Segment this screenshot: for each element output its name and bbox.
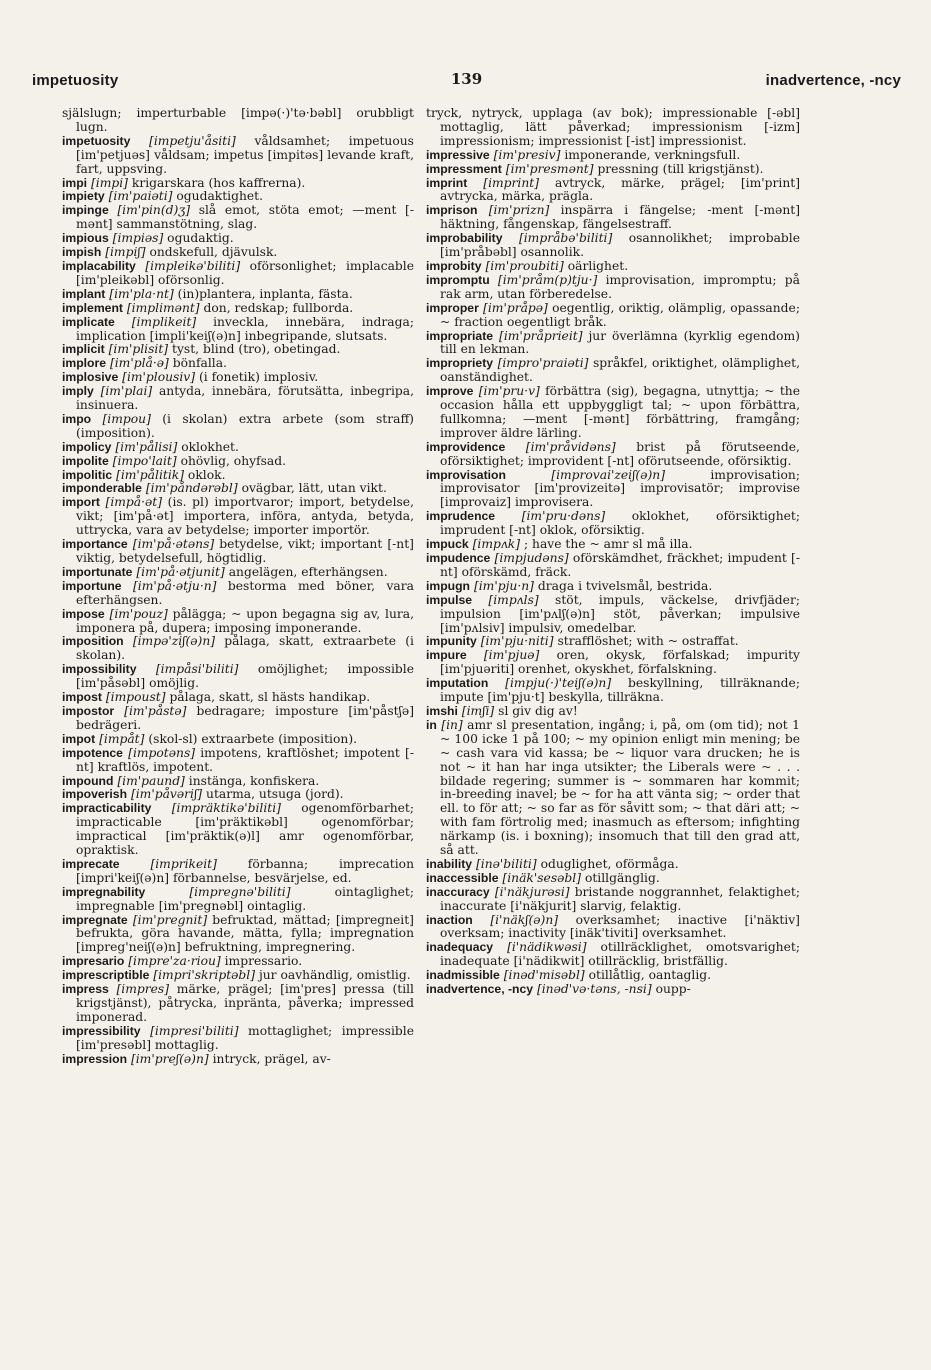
dictionary-entry [62, 858, 414, 886]
entry-definition: befruktad, mättad; [impregneit] befrukta, göra havande, mätta, fylla; impregnation [impreg'neiʃ(ə)n] befruktning, impregnering. [76, 912, 414, 955]
entry-pronunciation: [impetju'åsiti] [149, 133, 236, 148]
entry-definition: oförsonlighet; implacable [im'pleikəbl] oförsonlig. [76, 258, 414, 287]
entry-pronunciation: [im'pjuə] [483, 648, 540, 663]
entry-pronunciation: [im'på·ətəns] [132, 537, 215, 552]
running-head-right: inadvertence, -ncy [765, 72, 901, 89]
entry-pronunciation: [im'pru·v] [478, 384, 540, 399]
dictionary-entry [426, 594, 800, 636]
entry-definition: mottaglighet; impressible [im'presəbl] mottaglig. [76, 1023, 414, 1052]
entry-headword: impolicy [62, 439, 112, 454]
entry-pronunciation: [inəd'və·təns, -nsi] [536, 982, 652, 997]
dictionary-entry [62, 371, 414, 385]
dictionary-entry [62, 566, 414, 580]
entry-pronunciation: [impjudəns] [494, 551, 569, 565]
entry-definition: inspärra i fängelse; -ment [-mənt] häktning, fångenskap, fängelsestraff. [440, 203, 800, 232]
entry-definition: pålaga, skatt, sl hästs handikap. [169, 690, 371, 705]
entry-pronunciation: [im'proubiti] [485, 258, 564, 273]
entry-headword: imply [62, 384, 94, 399]
entry-pronunciation: [imʃi] [461, 703, 495, 718]
entry-definition: krigarskara (hos kaffrerna). [131, 175, 306, 190]
dictionary-entry [62, 608, 414, 636]
entry-definition: pålägga; ~ upon begagna sig av, lura, imponera på, dupera; imposing imponerande. [76, 606, 414, 635]
entry-definition: otillåtlig, oantaglig. [588, 968, 712, 983]
entry-definition: pålaga, skatt, extraarbete (i skolan). [76, 634, 414, 663]
entry-definition: intryck, prägel, av- [212, 1051, 331, 1066]
entry-definition: förbättra (sig), begagna, utnyttja; ~ the occasion hålla ett uppbyggligt tal; ~ upon förbättra, fullkomna; —ment [-mənt] förbättring, framgång; improver äldre lärling. [440, 384, 801, 440]
entry-headword: imponderable [62, 481, 142, 496]
entry-pronunciation: [i'näkjurəsi] [494, 884, 570, 899]
entry-definition: (i fonetik) implosiv. [198, 370, 319, 385]
entry-definition: själslugn; imperturbable [impə(·)'tə·bəbl] orubbligt lugn. [62, 106, 414, 134]
entry-pronunciation: [impo'lait] [112, 453, 177, 468]
entry-headword: impropriate [426, 328, 494, 343]
entry-pronunciation: [im'pin(d)ʒ] [117, 203, 191, 218]
entry-headword: impression [62, 1051, 128, 1066]
entry-pronunciation: [i'nädikwəsi] [507, 940, 587, 955]
entry-pronunciation: [im'påvəriʃ] [130, 787, 203, 802]
dictionary-entry [426, 552, 800, 580]
dictionary-entry [426, 274, 800, 302]
entry-headword: implosive [62, 370, 119, 385]
entry-headword: impressibility [62, 1023, 141, 1038]
entry-pronunciation: [imprint] [483, 175, 539, 190]
entry-definition: impressario. [224, 954, 303, 969]
entry-pronunciation: [impiʃ] [105, 245, 146, 260]
entry-pronunciation: [im'preʃ(ə)n] [130, 1051, 209, 1066]
entry-pronunciation: [im'paiəti] [108, 189, 173, 204]
entry-headword: imprescriptible [62, 968, 150, 983]
dictionary-entry [426, 232, 800, 260]
entry-pronunciation: [improvai'zeiʃ(ə)n] [551, 467, 666, 482]
entry-pronunciation: [impräktikə'biliti] [171, 801, 281, 816]
entry-headword: imposition [62, 634, 124, 649]
entry-definition: avtryck, märke, prägel; [im'print] avtrycka, märka, prägla. [440, 175, 800, 204]
entry-headword: impiety [62, 189, 105, 204]
entry-definition: tryck, nytryck, upplaga (av bok); impressionable [-əbl] mottaglig, lätt påverkad; impressionism [-izm] impressionism; impressionist [-ist] impressionist. [426, 106, 800, 148]
dictionary-entry [426, 163, 800, 177]
dictionary-entry [62, 316, 414, 344]
dictionary-entry [62, 288, 414, 302]
entry-pronunciation: [im'plisit] [108, 342, 169, 357]
entry-headword: importune [62, 578, 122, 593]
entry-headword: improbability [426, 231, 503, 246]
entry-pronunciation: [i'näkʃ(ə)n] [490, 912, 559, 927]
dictionary-entry [62, 886, 414, 914]
entry-headword: impuck [426, 537, 469, 552]
entry-definition: amr sl presentation, ingång; i, på, om (om tid); not 1 ~ 100 icke 1 på 100; ~ my opinion enligt min mening; be ~ cash vara vid kassa; be ~ liquor vara drucken; he is not ~ it han har inga utsikter; the Liberals were ~ . . . bildade regering; summer is ~ sommaren har kommit; in-breeding inavel; be ~ for ha att vänta sig; ~ order that ell. to för att; ~ so far as för såvitt som; ~ that däri att; ~ with fam förtrolig med; inasmuch as eftersom; infighting närkamp (is. i boxning); insomuch that till den grad att, så att. [440, 717, 800, 858]
entry-definition: (skol-sl) extraarbete (imposition). [148, 731, 358, 746]
entry-definition: improvisation, impromptu; på rak arm, utan förberedelse. [440, 272, 800, 301]
entry-pronunciation: [im'pråvidəns] [525, 439, 616, 454]
entry-pronunciation: [inəd'misəbl] [503, 968, 585, 983]
entry-pronunciation: [inə'biliti] [475, 856, 537, 871]
dictionary-entry [426, 649, 800, 677]
entry-pronunciation: [impregnə'biliti] [189, 884, 291, 899]
entry-pronunciation: [impʌk] [472, 537, 521, 552]
entry-headword: improper [426, 300, 479, 315]
entry-definition: stöt, impuls, väckelse, drivfjäder; impulsion [im'pʌlʃ(ə)n] stöt, påverkan; impulsive [im'pʌlsiv] impulsiv, omedelbar. [440, 592, 800, 635]
entry-headword: impost [62, 690, 102, 705]
dictionary-entry [62, 788, 414, 802]
entry-pronunciation: [impre'za·riou] [128, 954, 221, 969]
entry-definition: oegentlig, oriktig, olämplig, opassande; ~ fraction oegentligt bråk. [440, 300, 800, 329]
entry-headword: impose [62, 606, 105, 621]
entry-definition: angelägen, efterhängsen. [228, 564, 388, 579]
entry-pronunciation: [im'på·ətju·n] [133, 578, 217, 593]
entry-pronunciation: [impou] [102, 411, 151, 426]
dictionary-entry [426, 385, 800, 441]
entry-headword: imprecate [62, 856, 120, 871]
entry-headword: inability [426, 856, 473, 871]
entry-headword: impolitic [62, 467, 113, 482]
dictionary-entry [62, 1025, 414, 1053]
dictionary-entry [62, 413, 414, 441]
entry-headword: impropriety [426, 356, 494, 371]
entry-pronunciation: [impri'skriptəbl] [153, 968, 256, 983]
entry-pronunciation: [im'pråm(p)tju·] [497, 272, 598, 287]
entry-pronunciation: [imprikeit] [150, 856, 217, 871]
entry-headword: imprison [426, 203, 478, 218]
entry-pronunciation: [im'prizn] [488, 203, 550, 218]
dictionary-entry [62, 663, 414, 691]
entry-definition: sl giv dig av! [498, 703, 578, 718]
entry-definition: ondskefull, djävulsk. [149, 245, 278, 260]
entry-definition: (i skolan) extra arbete (som straff) (imposition). [76, 411, 414, 440]
dictionary-entry [62, 232, 414, 246]
entry-definition: overksamhet; inactive [i'näktiv] overksam; inactivity [inäk'tiviti] overksamhet. [440, 912, 800, 941]
dictionary-entry [426, 941, 800, 969]
dictionary-entry [426, 204, 800, 232]
dictionary-entry [426, 914, 800, 942]
entry-definition: bedragare; imposture [im'påstʃə] bedrägeri. [76, 703, 414, 732]
entry-definition: bristande noggrannhet, felaktighet; inaccurate [i'näkjurit] slarvig, felaktig. [440, 884, 800, 913]
entry-pronunciation: [im'plousiv] [122, 370, 196, 385]
entry-headword: imprint [426, 175, 468, 190]
entry-pronunciation: [im'plai] [100, 384, 153, 399]
entry-pronunciation: [impråbə'biliti] [518, 231, 613, 246]
dictionary-entry [62, 983, 414, 1025]
entry-headword: implore [62, 356, 107, 371]
dictionary-entry [62, 455, 414, 469]
entry-headword: impresario [62, 954, 125, 969]
entry-headword: implacability [62, 258, 136, 273]
entry-definition: ovägbar, lätt, utan vikt. [241, 481, 387, 496]
entry-headword: imshi [426, 703, 458, 718]
entry-headword: improvisation [426, 467, 506, 482]
entry-definition: omöjlighet; impossible [im'påsəbl] omöjlig. [76, 662, 414, 691]
entry-definition: oförskämdhet, fräckhet; impudent [-nt] oförskämd, fräck. [440, 551, 800, 579]
entry-definition: (is. pl) importvaror; import, betydelse, vikt; [im'på·ət] importera, införa, antyda, betyda, uttrycka, vara av betydelse; importer importör. [76, 495, 414, 538]
entry-headword: impot [62, 731, 96, 746]
dictionary-entry [62, 204, 414, 232]
entry-headword: improbity [426, 258, 482, 273]
entry-pronunciation: [impʌls] [488, 592, 539, 607]
entry-definition: ointaglighet; impregnable [im'pregnəbl] ointaglig. [76, 884, 414, 913]
dictionary-entry [426, 107, 800, 149]
entry-definition: bestorma med böner, vara efterhängsen. [76, 578, 414, 607]
entry-headword: inadequacy [426, 940, 494, 955]
entry-headword: imprudence [426, 509, 496, 524]
page-header [32, 72, 901, 96]
entry-pronunciation: [impåt] [99, 731, 145, 746]
entry-headword: impish [62, 245, 102, 260]
entry-headword: in [426, 717, 437, 732]
entry-definition: strafflöshet; with ~ ostraffat. [557, 634, 739, 649]
entry-definition: otillgänglig. [584, 870, 660, 885]
entry-headword: implicate [62, 314, 115, 329]
entry-headword: improvidence [426, 439, 506, 454]
entry-definition: bönfalla. [172, 356, 227, 371]
entry-headword: impi [62, 175, 88, 190]
entry-pronunciation: [im'pouz] [109, 606, 168, 621]
entry-pronunciation: [im'pålisi] [115, 439, 178, 454]
entry-definition: förbanna; imprecation [impri'keiʃ(ə)n] förbannelse, besvärjelse, ed. [76, 856, 414, 885]
entry-pronunciation: [in] [441, 717, 463, 732]
entry-headword: impugn [426, 578, 471, 593]
dictionary-entry [426, 149, 800, 163]
entry-definition: oduglighet, oförmåga. [540, 856, 679, 871]
entry-pronunciation: [impro'praiəti] [497, 356, 589, 371]
entry-pronunciation: [implimənt] [126, 300, 200, 315]
dictionary-entry [62, 955, 414, 969]
dictionary-entry [62, 635, 414, 663]
entry-definition: oupp- [655, 982, 691, 997]
entry-definition: oklok. [187, 467, 226, 482]
entry-headword: inadvertence, -ncy [426, 982, 534, 997]
entry-headword: impressment [426, 161, 502, 176]
dictionary-entry [62, 496, 414, 538]
entry-definition: impotens, kraftlöshet; impotent [-nt] kraftlös, impotent. [76, 745, 414, 774]
entry-headword: implement [62, 300, 123, 315]
dictionary-entry [426, 719, 800, 858]
dictionary-entry [62, 705, 414, 733]
dictionary-entry [426, 580, 800, 594]
dictionary-entry [426, 635, 800, 649]
entry-headword: impious [62, 231, 109, 246]
entry-pronunciation: [impres] [116, 982, 170, 997]
entry-definition: improvisation; improvisator [im'provizeitə] improvisatör; improvise [improvaiz] improvisera. [440, 467, 800, 510]
entry-headword: impostor [62, 703, 115, 718]
entry-headword: import [62, 495, 100, 510]
entry-pronunciation: [im'påndərəbl] [145, 481, 238, 496]
entry-pronunciation: [im'på·ətjunit] [136, 564, 225, 579]
entry-pronunciation: [im'pru·dəns] [521, 509, 606, 524]
entry-pronunciation: [im'pregnit] [132, 912, 208, 927]
entry-pronunciation: [im'pla·nt] [109, 286, 174, 301]
dictionary-entry [62, 260, 414, 288]
page-number: 139 [450, 70, 483, 88]
entry-headword: inaccessible [426, 870, 499, 885]
right-column [426, 107, 800, 997]
entry-pronunciation: [im'påstə] [124, 703, 187, 718]
entry-pronunciation: [impåsi'biliti] [155, 662, 239, 677]
entry-headword: impolite [62, 453, 109, 468]
dictionary-entry [62, 538, 414, 566]
dictionary-entry [426, 330, 800, 358]
entry-definition: ogudaktig. [167, 231, 234, 246]
dictionary-entry [62, 246, 414, 260]
dictionary-entry [426, 538, 800, 552]
entry-headword: impossibility [62, 662, 137, 677]
entry-headword: impromptu [426, 272, 490, 287]
dictionary-entry [426, 969, 800, 983]
left-column [62, 107, 414, 1067]
entry-pronunciation: [impi] [90, 175, 128, 190]
entry-pronunciation: [im'pju·n] [473, 578, 534, 593]
entry-definition: våldsamhet; impetuous [im'petjuəs] våldsam; impetus [impitəs] levande kraft, fart, uppsving. [76, 133, 414, 176]
entry-headword: impoverish [62, 787, 128, 802]
dictionary-entry [62, 107, 414, 135]
dictionary-entry [426, 886, 800, 914]
dictionary-entry [426, 357, 800, 385]
entry-pronunciation: [im'plå·ə] [109, 356, 169, 371]
dictionary-entry [62, 580, 414, 608]
entry-headword: impound [62, 773, 114, 788]
entry-definition: instänga, konfiskera. [188, 773, 320, 788]
entry-headword: impressive [426, 147, 490, 162]
dictionary-entry [426, 677, 800, 705]
entry-pronunciation: [impə'ziʃ(ə)n] [132, 634, 216, 649]
entry-pronunciation: [im'pråpə] [483, 300, 548, 315]
entry-headword: impetuosity [62, 133, 131, 148]
entry-definition: imponerande, verkningsfull. [564, 147, 741, 162]
dictionary-entry [426, 983, 800, 997]
entry-headword: imputation [426, 676, 489, 691]
entry-headword: implant [62, 286, 106, 301]
entry-headword: impulse [426, 592, 473, 607]
entry-definition: oärlighet. [567, 258, 629, 273]
entry-definition: pressning (till krigstjänst). [597, 161, 764, 176]
entry-pronunciation: [impiəs] [112, 231, 164, 246]
dictionary-entry [62, 357, 414, 371]
entry-headword: improve [426, 384, 474, 399]
entry-headword: importance [62, 537, 128, 552]
entry-definition: otillräcklighet, omotsvarighet; inadequate [i'nädikwit] otillräcklig, bristfällig. [440, 940, 800, 969]
entry-pronunciation: [impoust] [105, 690, 166, 705]
entry-definition: jur överlämna (kyrklig egendom) till en lekman. [440, 328, 800, 357]
entry-pronunciation: [impotəns] [128, 745, 196, 760]
entry-headword: impure [426, 648, 467, 663]
entry-definition: oren, okysk, förfalskad; impurity [im'pjuəriti] orenhet, okyskhet, förfalskning. [440, 648, 800, 677]
entry-definition: slå emot, stöta emot; —ment [-mənt] sammanstötning, slag. [76, 203, 414, 232]
entry-pronunciation: [impresi'biliti] [150, 1023, 239, 1038]
dictionary-entry [62, 802, 414, 858]
entry-definition: osannolikhet; improbable [im'pråbəbl] osannolik. [440, 231, 800, 260]
dictionary-entry [62, 914, 414, 956]
entry-pronunciation: [im'pålitik] [116, 467, 184, 482]
entry-pronunciation: [im'presiv] [493, 147, 561, 162]
entry-definition: ogudaktighet. [176, 189, 264, 204]
entry-pronunciation: [impleikə'biliti] [145, 258, 241, 273]
entry-pronunciation: [implikeit] [131, 314, 197, 329]
entry-pronunciation: [im'paund] [117, 773, 185, 788]
entry-definition: tyst, blind (tro), obetingad. [172, 342, 341, 357]
dictionary-entry [426, 260, 800, 274]
entry-definition: ohövlig, ohyfsad. [180, 453, 287, 468]
entry-definition: språkfel, oriktighet, olämplighet, oanständighet. [440, 356, 800, 385]
entry-definition: ogenomförbarhet; impracticable [im'präktikəbl] ogenomförbar; impractical [im'präktik(ə)l] amr ogenomförbar, opraktisk. [76, 801, 414, 858]
entry-definition: oklokhet. [181, 439, 239, 454]
entry-headword: impo [62, 411, 92, 426]
dictionary-entry [426, 302, 800, 330]
dictionary-entry [62, 747, 414, 775]
entry-pronunciation: [im'pju·niti] [480, 634, 554, 649]
entry-headword: inaccuracy [426, 884, 490, 899]
entry-pronunciation: [inäk'sesəbl] [502, 870, 582, 885]
dictionary-entry [426, 872, 800, 886]
dictionary-entry [62, 1053, 414, 1067]
dictionary-entry [426, 705, 800, 719]
entry-pronunciation: [im'presmənt] [505, 161, 594, 176]
dictionary-entry [62, 302, 414, 316]
dictionary-entry [426, 858, 800, 872]
entry-definition: betydelse, vikt; important [-nt] viktig, betydelsefull, högtidlig. [76, 537, 414, 565]
entry-definition: brist på förutseende, oförsiktighet; improvident [-nt] oförutseende, oförsiktig. [440, 439, 800, 468]
entry-headword: inaction [426, 912, 473, 927]
dictionary-entry [426, 177, 800, 205]
entry-definition: oklokhet, oförsiktighet; imprudent [-nt] oklok, oförsiktig. [440, 509, 800, 538]
entry-headword: impunity [426, 634, 477, 649]
entry-headword: impress [62, 982, 109, 997]
dictionary-entry [62, 135, 414, 177]
running-head-left: impetuosity [32, 72, 119, 89]
entry-headword: impinge [62, 203, 109, 218]
entry-definition: (in)plantera, inplanta, fästa. [177, 286, 353, 301]
entry-pronunciation: [impju(·)'teiʃ(ə)n] [505, 676, 612, 691]
entry-headword: impregnate [62, 912, 128, 927]
entry-headword: inadmissible [426, 968, 500, 983]
entry-definition: antyda, innebära, förutsätta, inbegripa, insinuera. [76, 384, 414, 413]
entry-definition: inveckla, innebära, indraga; implication [impli'keiʃ(ə)n] inbegripande, slutsats. [76, 314, 414, 343]
dictionary-entry [62, 733, 414, 747]
dictionary-entry [62, 441, 414, 455]
entry-definition: beskyllning, tillräknande; impute [im'pju·t] beskylla, tillräkna. [440, 676, 800, 705]
dictionary-entry [62, 691, 414, 705]
dictionary-entry [426, 469, 800, 511]
entry-headword: impotence [62, 745, 123, 760]
entry-definition: märke, prägel; [im'pres] pressa (till krigstjänst), påtrycka, inpränta, påverka; impressed imponerad. [76, 982, 414, 1024]
entry-definition: ; have the ~ amr sl må illa. [523, 537, 693, 552]
entry-definition: draga i tvivelsmål, bestrida. [537, 578, 713, 593]
entry-definition: don, redskap; fullborda. [203, 300, 354, 315]
entry-headword: implicit [62, 342, 105, 357]
entry-headword: impregnability [62, 884, 146, 899]
dictionary-entry [426, 510, 800, 538]
dictionary-entry [426, 441, 800, 469]
dictionary-entry [62, 177, 414, 191]
entry-pronunciation: [im'pråprieit] [499, 328, 583, 343]
dictionary-entry [62, 969, 414, 983]
entry-headword: impudence [426, 551, 491, 565]
entry-headword: impracticability [62, 801, 152, 816]
entry-headword: importunate [62, 564, 133, 579]
entry-definition: jur oavhändlig, omistlig. [258, 968, 411, 983]
entry-pronunciation: [impå·ət] [105, 495, 163, 510]
dictionary-entry [62, 385, 414, 413]
entry-definition: utarma, utsuga (jord). [206, 787, 344, 802]
